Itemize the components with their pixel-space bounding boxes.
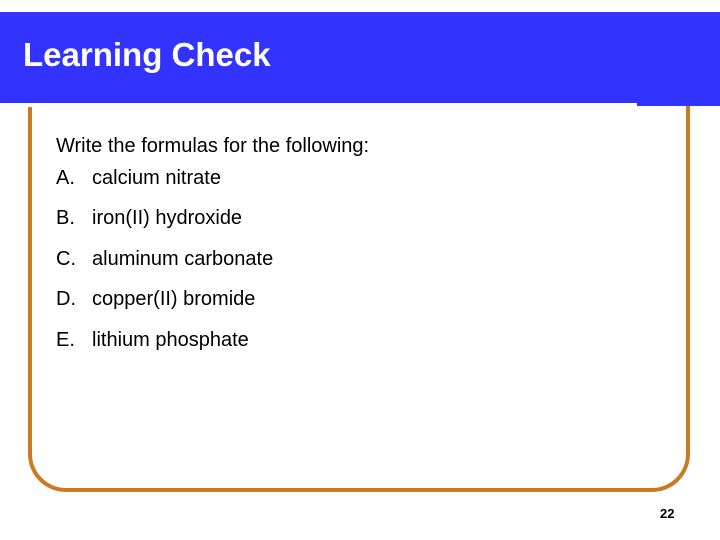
item-text: lithium phosphate [92, 329, 249, 351]
slide-title: Learning Check [23, 36, 271, 73]
content-frame [28, 60, 690, 492]
item-text: iron(II) hydroxide [92, 207, 243, 229]
list-item [56, 285, 255, 313]
list-item [56, 245, 273, 273]
list-item [56, 326, 249, 354]
item-letter: C. [56, 248, 76, 270]
item-text: calcium nitrate [92, 167, 221, 189]
list-item [56, 164, 221, 192]
item-letter: D. [56, 288, 76, 310]
item-letter: B. [56, 207, 75, 229]
item-letter: E. [56, 329, 75, 351]
item-text: copper(II) bromide [92, 288, 256, 310]
page-number: 22 [660, 506, 675, 521]
prompt-text: Write the formulas for the following: [56, 135, 370, 157]
list-item [56, 204, 242, 232]
item-text: aluminum carbonate [92, 248, 274, 270]
title-underline [0, 103, 637, 107]
item-letter: A. [56, 167, 75, 189]
